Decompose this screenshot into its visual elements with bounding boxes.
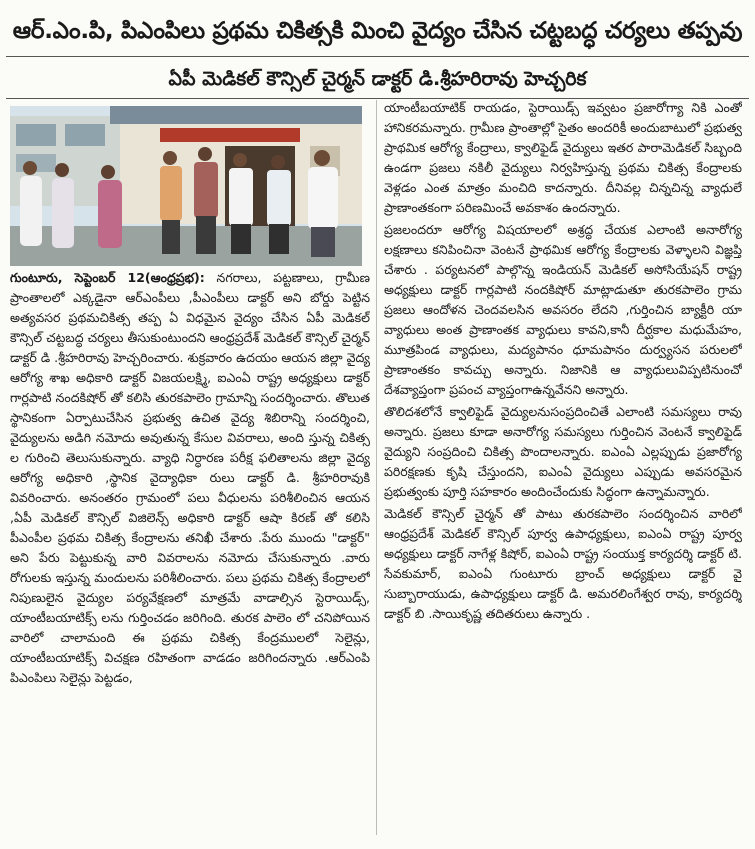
top-strip xyxy=(0,0,755,8)
article-column-1 xyxy=(10,268,370,838)
photo-clinic-sign xyxy=(160,128,300,142)
article-photo xyxy=(10,106,362,266)
article-paragraph: యాంటీబయాటిక్ రాయడం, స్టెరాయిడ్స్ ఇవ్వటం ప్రజారోగ్యా నికి ఎంతో హానికరమన్నారు. గ్రామీణ ప్రాంతాల్లో సైతం అందరికీ అందుబాటులో ప్రభుత్వ ప్రాథమిక ఆరోగ్య కేంద్రాలు, క్వాలిఫైడ్ వైద్యులు ఇతర పారామెడికల్ సిబ్బంది ఉండగా ప్రజలు నకిలీ వైద్యులు నిర్వహిస్తున్న ప్రథమ చికిత్స కేంద్రాలకు వెళ్లడం ఎంత మాత్రం మంచిది కాదన్నారు. దీనివల్ల చిన్నచిన్న వ్యాధులే ప్రాణాంతకంగా పరిణమించే అవకాశం ఉందన్నారు. xyxy=(384,100,742,215)
photo-illustration xyxy=(10,106,362,266)
article-paragraph: తొలిదశలోనే క్వాలిఫైడ్ వైద్యులనుసంప్రదించితే ఎలాంటి సమస్యలు రావు అన్నారు. ప్రజలు కూడా అనారోగ్య సమస్యలు గుర్తించిన వెంటనే క్వాలిఫైడ్ వైద్యుని సంప్రదించి చికిత్స పొందాలన్నారు. ఐఎంఏ ఎల్లప్పుడు ప్రజారోగ్య పరిరక్షణకు కృషి చేస్తుందని, ఐఎంఏ వైద్యులు ఎప్పుడు అవసరమైన ప్రభుత్వంకు పూర్తి సహకారం అందించేందుకు సిద్ధంగా ఉన్నామన్నారు. xyxy=(384,404,742,499)
article-paragraph xyxy=(10,268,370,688)
article-body-text: నగరాలు, పట్టణాలు, గ్రామీణ ప్రాంతాలలో ఎక్కడైనా ఆర్ఎంపీలు ,పీఎంపీలు డాక్టర్ అని బోర్డు పెట్టిన అత్యవసర ప్రథమచికిత్స తప్ప ఏ విధమైన వైద్యం చేసిన ఏపీ మెడికల్ కౌన్సిల్ చట్టబద్ధ చర్యలు తీసుకుంటుందని ఆంధ్రప్రదేశ్ మెడికల్ కౌన్సిల్ చైర్మన్ డాక్టర్ డి .శ్రీహరిరావు హెచ్చరించారు. శుక్రవారం ఉదయం ఆయన జిల్లా వైద్య ఆరోగ్య శాఖ అధికారి డాక్టర్ విజయలక్ష్మి, ఐఎంఏ రాష్ట్ర అధ్యక్షులు డాక్టర్ గార్లపాటి నందకిషోర్ తో కలిసి తురకపాలెం గ్రామాన్ని సందర్శించారు. తొలుత స్థానికంగా ఏర్పాటుచేసిన ప్రభుత్వ ఉచిత వైద్య శిబిరాన్ని సందర్శించి, వైద్యులను అడిగి నమోదు అవుతున్న కేసుల వివరాలు, అంది స్తున్న చికిత్స ల గురించి తెలుసుకున్నారు. వ్యాధి నిర్ధారణ పరీక్ష ఫలితాలను జిల్లా వైద్య ఆరోగ్య అధికారి ,స్థానిక వైద్యాధికా రులు డాక్టర్ డి. శ్రీహరిరావుకి వివరించారు. అనంతరం గ్రామంలో పలు వీధులను పరిశీలించిన ఆయన ,ఏపీ మెడికల్ కౌన్సిల్ విజిలెన్స్ అధికారి డాక్టర్ ఆషా కిరణ్ తో కలిసి పీఎంపీల ప్రథమ చికిత్స కేంద్రాలను తనిఖీ చేశారు .పేరు ముందు "డాక్టర్" అని పేరు పెట్టుకున్న వారి వివరాలను నమోదు చేసుకున్నారు .వారు రోగులకు ఇస్తున్న మందులను పరిశీలించారు. పలు ప్రథమ చికిత్స కేంద్రాలలో నిపుణులైన వైద్యుల పర్యవేక్షణలో మాత్రమే వాడాల్సిన స్టెరాయిడ్స్, యాంటీబయాటిక్స్ లను గుర్తించడం జరిగింది. తురక పాలెం లో చనిపోయిన వారిలో చాలామంది ఈ ప్రథమ చికిత్స కేంద్రములలో సెలైన్లు, యాంటీబయాటిక్స్ విచక్షణ రహితంగా వాడడం జరిగిందన్నారు .ఆర్ఎంపి పిఎంపిలు సెలైన్లు పెట్టడం, xyxy=(10,270,370,685)
article-paragraph: మెడికల్ కౌన్సిల్ చైర్మన్ తో పాటు తురకపాలెం సందర్శించిన వారిలో ఆంధ్రప్రదేశ్ మెడికల్ కౌన్సిల్ పూర్వ ఉపాధ్యక్షులు, ఐఎంఏ రాష్ట్ర పూర్వ అధ్యక్షులు డాక్టర్ నాగేళ్ల కిషోర్, ఐఎంఏ రాష్ట్ర సంయుక్త కార్యదర్శి డాక్టర్ టి. సేవకుమార్, ఐఎంఏ గుంటూరు బ్రాంచ్ అధ్యక్షులు డాక్టర్ వై సుబ్బారాయుడు, ఉపాధ్యక్షులు డాక్టర్ డి. అమరలింగేశ్వర రావు, కార్యదర్శి డాక్టర్ బి .సాయికృష్ణ తదితరులు ఉన్నారు . xyxy=(384,506,742,621)
article-paragraph: ప్రజలందరూ ఆరోగ్య విషయాలలో అశ్రద్ధ చేయక ఎలాంటి అనారోగ్య లక్షణాలు కనిపించినా వెంటనే ప్రాథమిక ఆరోగ్య కేంద్రాలకు వెళ్ళాలని విజ్ఞప్తి చేశారు . పర్యటనలో పాల్గొన్న ఇండియన్ మెడికల్ అసోసియేషన్ రాష్ట్ర అధ్యక్షులు డాక్టర్ గార్లపాటి నందకిషోర్ మాట్లాడుతూ తురకపాలెం గ్రామ ప్రజలు ఆందోళన చెందవలసిన అవసరం లేదని ,గుర్తించిన బ్యాక్టీరి యా వ్యాధులు అంత ప్రాణాంతక వ్యాధులు కావని,కానీ దీర్ఘకాల మధుమేహం, మూత్రపిండ వ్యాధులు, మద్యపానం ధూమపానం దుర్వ్యసన పరులలో ప్రాణాంతకం కావచ్చు అన్నారు. నిజానికి ఆ వ్యాధులువిప్పటినుంచో దేశవ్యాప్తంగా ప్రపంచ వ్యాప్తంగాఉన్నవేనని అన్నారు. xyxy=(384,222,742,397)
photo-roof xyxy=(110,106,362,124)
subheadline: ఏపీ మెడికల్ కౌన్సిల్ చైర్మన్ డాక్టర్ డి.శ్రీహరిరావు హెచ్చరిక xyxy=(168,68,587,90)
headline: ఆర్.ఎం.పి, పిఎంపిలు ప్రథమ చికిత్సకి మించి వైద్యం చేసిన చట్టబద్ధ చర్యలు తప్పవు xyxy=(12,18,743,44)
article-column-2 xyxy=(384,98,742,838)
headline-rule xyxy=(6,56,749,57)
dateline: గుంటూరు, సెప్టెంబర్ 12(ఆంధ్రప్రభ): xyxy=(10,270,205,285)
column-separator xyxy=(376,100,377,835)
